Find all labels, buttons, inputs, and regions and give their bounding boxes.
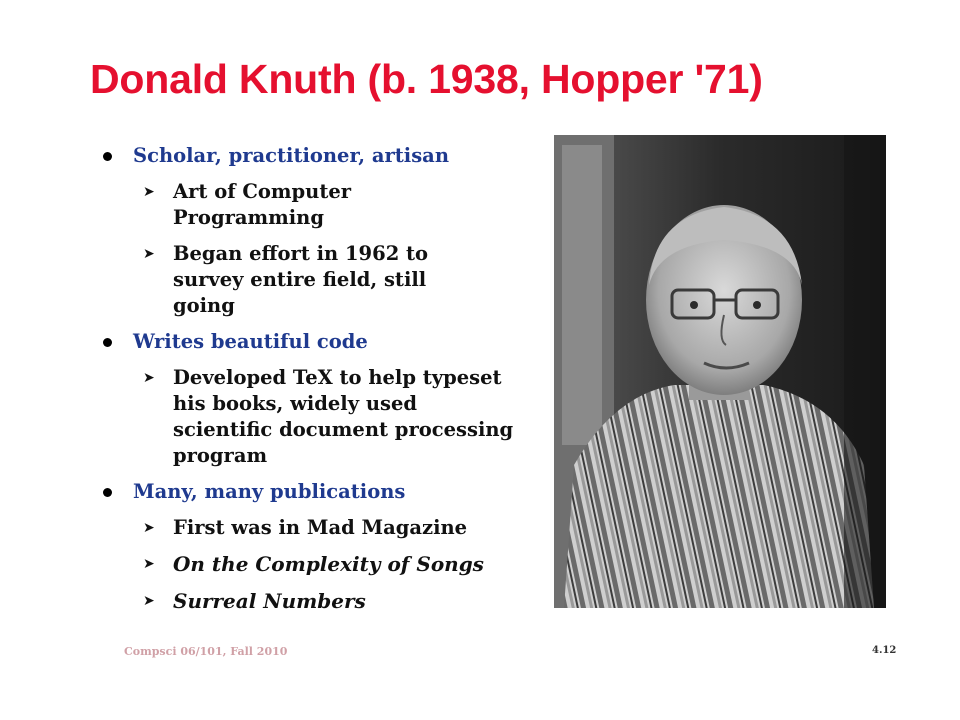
sub-bullet-item — [103, 179, 403, 231]
sub-bullet-text: Surreal Numbers — [173, 589, 366, 613]
sub-bullet-text: Art of Computer Programming — [173, 180, 352, 229]
sub-bullet-text: On the Complexity of Songs — [173, 552, 484, 576]
footer-course: Compsci 06/101, Fall 2010 — [124, 645, 288, 658]
bullet-dot-icon — [103, 338, 112, 347]
bullet-item — [103, 329, 523, 355]
bullet-text: Writes beautiful code — [133, 330, 368, 353]
bullet-dot-icon — [103, 488, 112, 497]
arrow-bullet-icon: ➤ — [143, 370, 155, 386]
sub-bullet-item — [103, 241, 483, 319]
sub-bullet-item — [103, 588, 593, 615]
page-number: 4.12 — [872, 645, 897, 656]
arrow-bullet-icon: ➤ — [143, 556, 155, 572]
sub-bullet-text: Began effort in 1962 to survey entire field, still going — [173, 242, 429, 317]
bullet-item — [103, 143, 523, 169]
bullet-list — [103, 143, 523, 625]
bullet-item — [103, 479, 523, 505]
sub-bullet-text: First was in Mad Magazine — [173, 516, 468, 539]
slide-title: Donald Knuth (b. 1938, Hopper '71) — [90, 56, 763, 102]
arrow-bullet-icon: ➤ — [143, 520, 155, 536]
arrow-bullet-icon: ➤ — [143, 246, 155, 262]
sub-bullet-item — [103, 365, 518, 469]
sub-bullet-item — [103, 515, 593, 541]
sub-bullet-text: Developed TeX to help typeset his books, widely used scientific document processing program — [173, 366, 514, 467]
portrait-photo — [554, 135, 886, 608]
sub-bullet-item — [103, 551, 593, 578]
portrait-illustration — [554, 135, 886, 608]
bullet-text: Many, many publications — [133, 480, 406, 503]
arrow-bullet-icon: ➤ — [143, 184, 155, 200]
bullet-dot-icon — [103, 152, 112, 161]
bullet-text: Scholar, practitioner, artisan — [133, 144, 449, 167]
arrow-bullet-icon: ➤ — [143, 593, 155, 609]
